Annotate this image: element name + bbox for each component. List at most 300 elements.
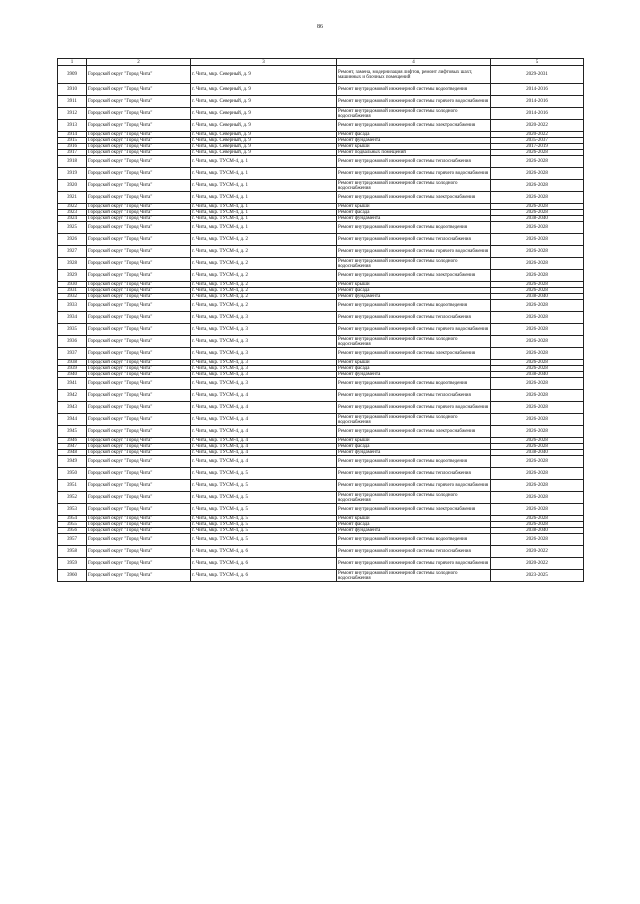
cell-owner: Городской округ "Город Чита" [87,168,191,180]
table-row [58,270,584,282]
table-row [58,402,584,414]
cell-period: 2020-2022 [491,546,584,558]
table-row [58,378,584,390]
cell-addr: г. Чита, мкр. Северный, д. 9 [191,108,337,120]
cell-work: Ремонт внутридомовой инженерной системы холодного водоснабжения [337,336,491,348]
cell-work: Ремонт внутридомовой инженерной системы электроснабжения [337,426,491,438]
cell-n: 3909 [58,66,87,84]
cell-n: 3935 [58,324,87,336]
table-row [58,504,584,516]
cell-work: Ремонт крыши [337,438,491,444]
cell-n: 3938 [58,360,87,366]
cell-addr: г. Чита, мкр. ТУСМ-4, д. 3 [191,312,337,324]
cell-addr: г. Чита, мкр. Северный, д. 9 [191,150,337,156]
cell-work: Ремонт внутридомовой инженерной системы электроснабжения [337,504,491,516]
cell-work: Ремонт внутридомовой инженерной системы горячего водоснабжения [337,480,491,492]
cell-period: 2020-2022 [491,132,584,138]
column-header: 1 [58,59,87,66]
table-header-row [58,59,584,66]
cell-period: 2038-2040 [491,450,584,456]
capital-repair-table [57,58,584,582]
cell-owner: Городской округ "Город Чита" [87,210,191,216]
cell-period: 2026-2028 [491,258,584,270]
cell-n: 3958 [58,546,87,558]
table-row [58,426,584,438]
cell-period: 2026-2028 [491,468,584,480]
cell-period: 2026-2028 [491,150,584,156]
cell-n: 3927 [58,246,87,258]
cell-work: Ремонт фундамента [337,528,491,534]
cell-owner: Городской округ "Город Чита" [87,204,191,210]
cell-owner: Городской округ "Город Чита" [87,222,191,234]
cell-work: Ремонт крыши [337,516,491,522]
cell-n: 3944 [58,414,87,426]
cell-n: 3915 [58,138,87,144]
cell-period: 2026-2028 [491,156,584,168]
cell-addr: г. Чита, мкр. ТУСМ-4, д. 3 [191,336,337,348]
cell-n: 3956 [58,528,87,534]
cell-n: 3912 [58,108,87,120]
cell-addr: г. Чита, мкр. ТУСМ-4, д. 5 [191,504,337,516]
cell-n: 3952 [58,492,87,504]
cell-owner: Городской округ "Город Чита" [87,132,191,138]
cell-period: 2026-2028 [491,456,584,468]
table-row [58,324,584,336]
cell-addr: г. Чита, мкр. Северный, д. 9 [191,96,337,108]
cell-addr: г. Чита, мкр. ТУСМ-4, д. 6 [191,570,337,582]
cell-period: 2026-2028 [491,210,584,216]
cell-work: Ремонт фасада [337,132,491,138]
cell-work: Ремонт фасада [337,210,491,216]
cell-addr: г. Чита, мкр. ТУСМ-4, д. 4 [191,438,337,444]
cell-n: 3919 [58,168,87,180]
cell-n: 3948 [58,450,87,456]
cell-work: Ремонт внутридомовой инженерной системы водоотведения [337,222,491,234]
table-row [58,492,584,504]
cell-addr: г. Чита, мкр. Северный, д. 9 [191,132,337,138]
cell-period: 2026-2028 [491,270,584,282]
cell-addr: г. Чита, мкр. Северный, д. 9 [191,84,337,96]
cell-period: 2026-2028 [491,246,584,258]
cell-n: 3913 [58,120,87,132]
cell-n: 3932 [58,294,87,300]
cell-n: 3914 [58,132,87,138]
table-row [58,168,584,180]
cell-work: Ремонт внутридомовой инженерной системы горячего водоснабжения [337,96,491,108]
table-row [58,390,584,402]
table-row [58,468,584,480]
cell-work: Ремонт внутридомовой инженерной системы горячего водоснабжения [337,246,491,258]
cell-work: Ремонт внутридомовой инженерной системы водоотведения [337,84,491,96]
cell-work: Ремонт крыши [337,360,491,366]
cell-n: 3959 [58,558,87,570]
cell-owner: Городской округ "Город Чита" [87,360,191,366]
cell-n: 3941 [58,378,87,390]
cell-period: 2038-2040 [491,294,584,300]
cell-work: Ремонт фундамента [337,450,491,456]
cell-work: Ремонт крыши [337,144,491,150]
cell-addr: г. Чита, мкр. ТУСМ-4, д. 4 [191,456,337,468]
cell-n: 3911 [58,96,87,108]
table-row [58,546,584,558]
cell-addr: г. Чита, мкр. ТУСМ-4, д. 1 [191,180,337,192]
cell-owner: Городской округ "Город Чита" [87,96,191,108]
table-row [58,246,584,258]
cell-owner: Городской округ "Город Чита" [87,378,191,390]
cell-work: Ремонт крыши [337,204,491,210]
cell-addr: г. Чита, мкр. ТУСМ-4, д. 2 [191,270,337,282]
cell-period: 2026-2028 [491,348,584,360]
cell-addr: г. Чита, мкр. ТУСМ-4, д. 1 [191,156,337,168]
cell-n: 3925 [58,222,87,234]
cell-addr: г. Чита, мкр. Северный, д. 9 [191,144,337,150]
cell-period: 2026-2028 [491,204,584,210]
cell-period: 2026-2028 [491,504,584,516]
table-row [58,558,584,570]
cell-n: 3943 [58,402,87,414]
cell-owner: Городской округ "Город Чита" [87,492,191,504]
cell-work: Ремонт внутридомовой инженерной системы электроснабжения [337,192,491,204]
table-row [58,234,584,246]
cell-period: 2014-2016 [491,108,584,120]
cell-owner: Городской округ "Город Чита" [87,426,191,438]
cell-owner: Городской округ "Город Чита" [87,414,191,426]
cell-n: 3918 [58,156,87,168]
cell-n: 3928 [58,258,87,270]
cell-period: 2026-2028 [491,414,584,426]
cell-period: 2023-2025 [491,570,584,582]
cell-n: 3950 [58,468,87,480]
column-header: 5 [491,59,584,66]
cell-period: 2026-2028 [491,516,584,522]
cell-owner: Городской округ "Город Чита" [87,270,191,282]
cell-owner: Городской округ "Город Чита" [87,390,191,402]
cell-owner: Городской округ "Город Чита" [87,312,191,324]
column-header: 4 [337,59,491,66]
cell-period: 2026-2028 [491,444,584,450]
cell-addr: г. Чита, мкр. ТУСМ-4, д. 6 [191,558,337,570]
cell-n: 3942 [58,390,87,402]
table-row [58,312,584,324]
cell-n: 3939 [58,366,87,372]
cell-n: 3929 [58,270,87,282]
cell-n: 3916 [58,144,87,150]
cell-addr: г. Чита, мкр. ТУСМ-4, д. 1 [191,216,337,222]
cell-work: Ремонт внутридомовой инженерной системы горячего водоснабжения [337,558,491,570]
cell-work: Ремонт, замена, модернизация лифтов, ремонт лифтовых шахт, машинных и блочных помещений [337,66,491,84]
cell-work: Ремонт внутридомовой инженерной системы холодного водоснабжения [337,108,491,120]
cell-owner: Городской округ "Город Чита" [87,138,191,144]
table-row [58,480,584,492]
cell-n: 3926 [58,234,87,246]
cell-period: 2026-2028 [491,288,584,294]
cell-period: 2017-2019 [491,144,584,150]
cell-addr: г. Чита, мкр. ТУСМ-4, д. 5 [191,534,337,546]
table-row [58,180,584,192]
cell-addr: г. Чита, мкр. ТУСМ-4, д. 4 [191,414,337,426]
cell-n: 3947 [58,444,87,450]
cell-addr: г. Чита, мкр. ТУСМ-4, д. 2 [191,258,337,270]
cell-n: 3930 [58,282,87,288]
cell-n: 3937 [58,348,87,360]
cell-work: Ремонт фундамента [337,216,491,222]
cell-work: Ремонт внутридомовой инженерной системы теплоснабжения [337,390,491,402]
cell-work: Ремонт внутридомовой инженерной системы водоотведения [337,378,491,390]
cell-owner: Городской округ "Город Чита" [87,456,191,468]
cell-work: Ремонт внутридомовой инженерной системы водоотведения [337,456,491,468]
table-row [58,534,584,546]
cell-n: 3936 [58,336,87,348]
cell-addr: г. Чита, мкр. ТУСМ-4, д. 6 [191,546,337,558]
cell-work: Ремонт фундамента [337,372,491,378]
cell-n: 3949 [58,456,87,468]
cell-work: Ремонт внутридомовой инженерной системы холодного водоснабжения [337,492,491,504]
cell-owner: Городской округ "Город Чита" [87,192,191,204]
cell-addr: г. Чита, мкр. ТУСМ-4, д. 5 [191,522,337,528]
cell-n: 3920 [58,180,87,192]
cell-period: 2026-2028 [491,390,584,402]
cell-owner: Городской округ "Город Чита" [87,84,191,96]
cell-addr: г. Чита, мкр. ТУСМ-4, д. 5 [191,528,337,534]
cell-owner: Городской округ "Город Чита" [87,234,191,246]
table-row [58,84,584,96]
cell-owner: Городской округ "Город Чита" [87,372,191,378]
cell-work: Ремонт внутридомовой инженерной системы электроснабжения [337,270,491,282]
table-row [58,192,584,204]
cell-work: Ремонт фасада [337,444,491,450]
cell-n: 3955 [58,522,87,528]
cell-n: 3921 [58,192,87,204]
cell-n: 3924 [58,216,87,222]
cell-addr: г. Чита, мкр. ТУСМ-4, д. 4 [191,444,337,450]
cell-addr: г. Чита, мкр. ТУСМ-4, д. 1 [191,168,337,180]
cell-addr: г. Чита, мкр. ТУСМ-4, д. 4 [191,390,337,402]
cell-addr: г. Чита, мкр. ТУСМ-4, д. 3 [191,324,337,336]
cell-period: 2026-2028 [491,192,584,204]
cell-owner: Городской округ "Город Чита" [87,534,191,546]
cell-work: Ремонт фундамента [337,294,491,300]
cell-period: 2026-2028 [491,180,584,192]
cell-period: 2020-2022 [491,558,584,570]
cell-work: Ремонт внутридомовой инженерной системы теплоснабжения [337,234,491,246]
page-number: 86 [317,24,323,30]
table-row [58,66,584,84]
cell-n: 3951 [58,480,87,492]
cell-addr: г. Чита, мкр. Северный, д. 9 [191,66,337,84]
cell-work: Ремонт внутридомовой инженерной системы горячего водоснабжения [337,402,491,414]
cell-period: 2026-2028 [491,480,584,492]
cell-addr: г. Чита, мкр. ТУСМ-4, д. 4 [191,402,337,414]
table-row [58,156,584,168]
cell-addr: г. Чита, мкр. ТУСМ-4, д. 1 [191,210,337,216]
cell-addr: г. Чита, мкр. Северный, д. 9 [191,138,337,144]
cell-period: 2020-2022 [491,120,584,132]
cell-period: 2026-2028 [491,336,584,348]
cell-owner: Городской округ "Город Чита" [87,144,191,150]
cell-owner: Городской округ "Город Чита" [87,324,191,336]
cell-work: Ремонт внутридомовой инженерной системы электроснабжения [337,120,491,132]
cell-owner: Городской округ "Город Чита" [87,546,191,558]
cell-owner: Городской округ "Город Чита" [87,558,191,570]
cell-period: 2026-2028 [491,234,584,246]
cell-owner: Городской округ "Город Чита" [87,216,191,222]
cell-work: Ремонт внутридомовой инженерной системы холодного водоснабжения [337,180,491,192]
cell-work: Ремонт внутридомовой инженерной системы холодного водоснабжения [337,570,491,582]
cell-work: Ремонт фасада [337,522,491,528]
cell-n: 3923 [58,210,87,216]
table-row [58,96,584,108]
cell-owner: Городской округ "Город Чита" [87,348,191,360]
cell-n: 3957 [58,534,87,546]
cell-owner: Городской округ "Город Чита" [87,156,191,168]
cell-owner: Городской округ "Город Чита" [87,120,191,132]
cell-work: Ремонт внутридомовой инженерной системы водоотведения [337,534,491,546]
cell-addr: г. Чита, мкр. ТУСМ-4, д. 4 [191,426,337,438]
cell-period: 2026-2028 [491,438,584,444]
cell-work: Ремонт подвальных помещений [337,150,491,156]
cell-period: 2029-2031 [491,66,584,84]
cell-addr: г. Чита, мкр. ТУСМ-4, д. 5 [191,492,337,504]
table-row [58,222,584,234]
cell-owner: Городской округ "Город Чита" [87,450,191,456]
table-row [58,348,584,360]
cell-owner: Городской округ "Город Чита" [87,300,191,312]
cell-n: 3954 [58,516,87,522]
cell-addr: г. Чита, мкр. ТУСМ-4, д. 1 [191,192,337,204]
cell-addr: г. Чита, мкр. ТУСМ-4, д. 3 [191,366,337,372]
cell-period: 2026-2028 [491,282,584,288]
cell-period: 2026-2028 [491,324,584,336]
cell-n: 3934 [58,312,87,324]
cell-n: 3922 [58,204,87,210]
cell-addr: г. Чита, мкр. ТУСМ-4, д. 2 [191,294,337,300]
table-row [58,414,584,426]
table-row [58,336,584,348]
table-row [58,456,584,468]
cell-work: Ремонт фасада [337,366,491,372]
cell-work: Ремонт внутридомовой инженерной системы теплоснабжения [337,312,491,324]
cell-period: 2026-2028 [491,222,584,234]
cell-period: 2026-2028 [491,378,584,390]
cell-owner: Городской округ "Город Чита" [87,288,191,294]
cell-period: 2026-2028 [491,312,584,324]
cell-work: Ремонт крыши [337,282,491,288]
cell-addr: г. Чита, мкр. ТУСМ-4, д. 3 [191,348,337,360]
cell-work: Ремонт внутридомовой инженерной системы теплоснабжения [337,468,491,480]
cell-owner: Городской округ "Город Чита" [87,402,191,414]
cell-addr: г. Чита, мкр. ТУСМ-4, д. 5 [191,468,337,480]
table-row [58,108,584,120]
cell-owner: Городской округ "Город Чита" [87,522,191,528]
cell-owner: Городской округ "Город Чита" [87,66,191,84]
cell-owner: Городской округ "Город Чита" [87,480,191,492]
cell-owner: Городской округ "Город Чита" [87,444,191,450]
cell-n: 3910 [58,84,87,96]
cell-addr: г. Чита, мкр. ТУСМ-4, д. 3 [191,378,337,390]
cell-period: 2026-2028 [491,426,584,438]
cell-n: 3953 [58,504,87,516]
cell-owner: Городской округ "Город Чита" [87,468,191,480]
table-row [58,300,584,312]
cell-addr: г. Чита, мкр. ТУСМ-4, д. 5 [191,516,337,522]
cell-owner: Городской округ "Город Чита" [87,438,191,444]
cell-owner: Городской округ "Город Чита" [87,258,191,270]
cell-work: Ремонт внутридомовой инженерной системы теплоснабжения [337,546,491,558]
cell-n: 3945 [58,426,87,438]
cell-period: 2038-2040 [491,372,584,378]
cell-work: Ремонт фундамента [337,138,491,144]
cell-owner: Городской округ "Город Чита" [87,504,191,516]
cell-owner: Городской округ "Город Чита" [87,516,191,522]
cell-addr: г. Чита, мкр. Северный, д. 9 [191,120,337,132]
cell-owner: Городской округ "Город Чита" [87,180,191,192]
cell-addr: г. Чита, мкр. ТУСМ-4, д. 1 [191,222,337,234]
cell-work: Ремонт внутридомовой инженерной системы водоотведения [337,300,491,312]
cell-period: 2026-2028 [491,168,584,180]
cell-period: 2026-2028 [491,522,584,528]
cell-addr: г. Чита, мкр. ТУСМ-4, д. 5 [191,480,337,492]
cell-addr: г. Чита, мкр. ТУСМ-4, д. 3 [191,372,337,378]
cell-n: 3933 [58,300,87,312]
cell-owner: Городской округ "Город Чита" [87,282,191,288]
cell-addr: г. Чита, мкр. ТУСМ-4, д. 2 [191,288,337,294]
cell-owner: Городской округ "Город Чита" [87,336,191,348]
cell-addr: г. Чита, мкр. ТУСМ-4, д. 2 [191,234,337,246]
cell-owner: Городской округ "Город Чита" [87,108,191,120]
cell-n: 3931 [58,288,87,294]
cell-addr: г. Чита, мкр. ТУСМ-4, д. 2 [191,282,337,288]
cell-work: Ремонт внутридомовой инженерной системы холодного водоснабжения [337,258,491,270]
cell-period: 2026-2028 [491,366,584,372]
cell-owner: Городской округ "Город Чита" [87,366,191,372]
cell-period: 2026-2028 [491,300,584,312]
cell-work: Ремонт фасада [337,288,491,294]
cell-n: 3917 [58,150,87,156]
cell-n: 3940 [58,372,87,378]
cell-period: 2026-2028 [491,402,584,414]
column-header: 3 [191,59,337,66]
cell-owner: Городской округ "Город Чита" [87,294,191,300]
cell-period: 2038-2040 [491,216,584,222]
cell-period: 2026-2028 [491,492,584,504]
table-row [58,570,584,582]
cell-work: Ремонт внутридомовой инженерной системы электроснабжения [337,348,491,360]
cell-owner: Городской округ "Город Чита" [87,570,191,582]
cell-work: Ремонт внутридомовой инженерной системы горячего водоснабжения [337,324,491,336]
cell-period: 2014-2016 [491,96,584,108]
cell-period: 2014-2016 [491,84,584,96]
cell-n: 3960 [58,570,87,582]
cell-owner: Городской округ "Город Чита" [87,528,191,534]
cell-addr: г. Чита, мкр. ТУСМ-4, д. 4 [191,450,337,456]
cell-addr: г. Чита, мкр. ТУСМ-4, д. 1 [191,204,337,210]
cell-owner: Городской округ "Город Чита" [87,150,191,156]
cell-addr: г. Чита, мкр. ТУСМ-4, д. 2 [191,300,337,312]
cell-period: 2038-2040 [491,528,584,534]
cell-n: 3946 [58,438,87,444]
cell-period: 2026-2028 [491,534,584,546]
cell-period: 2035-2037 [491,138,584,144]
table-row [58,120,584,132]
column-header: 2 [87,59,191,66]
table-body [58,66,584,582]
cell-period: 2026-2028 [491,360,584,366]
cell-work: Ремонт внутридомовой инженерной системы теплоснабжения [337,156,491,168]
cell-work: Ремонт внутридомовой инженерной системы горячего водоснабжения [337,168,491,180]
cell-addr: г. Чита, мкр. ТУСМ-4, д. 3 [191,360,337,366]
cell-addr: г. Чита, мкр. ТУСМ-4, д. 2 [191,246,337,258]
cell-work: Ремонт внутридомовой инженерной системы холодного водоснабжения [337,414,491,426]
